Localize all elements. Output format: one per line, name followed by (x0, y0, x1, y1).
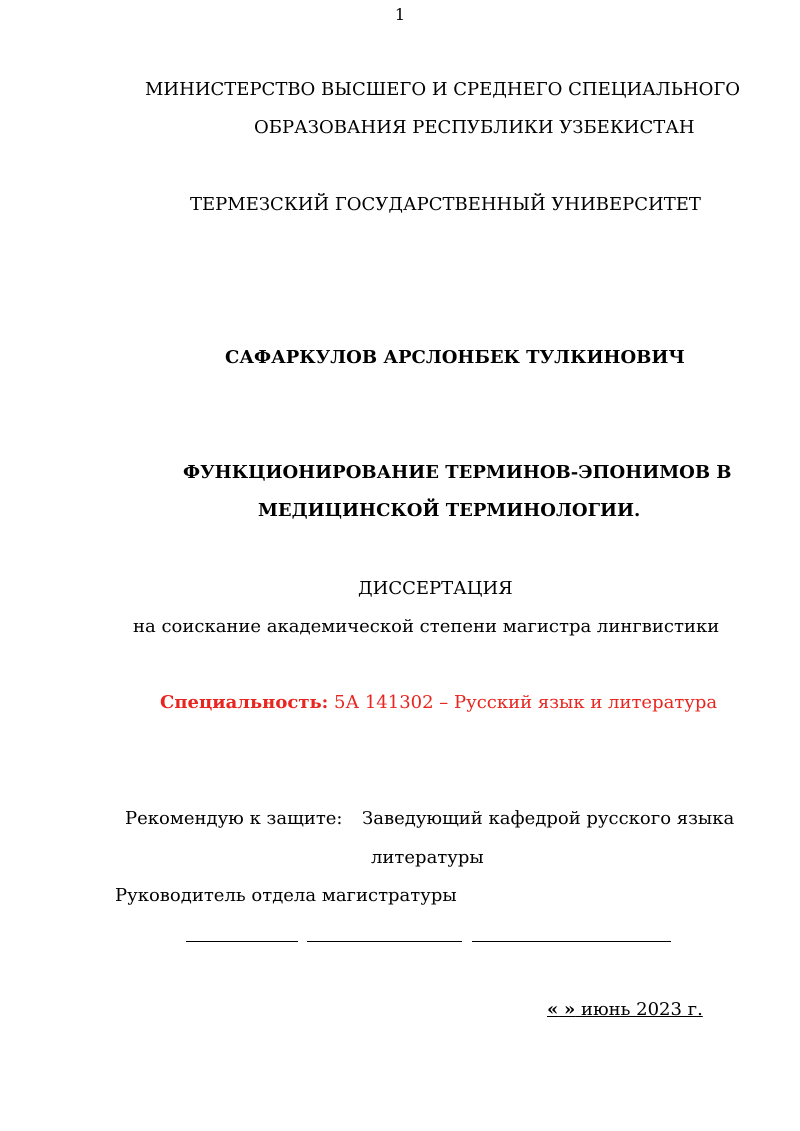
specialty-value: 5А 141302 – Русский язык и литература (328, 692, 718, 713)
ministry-line-2: ОБРАЗОВАНИЯ РЕСПУБЛИКИ УЗБЕКИСТАН (254, 117, 695, 138)
university-name: ТЕРМЕЗСКИЙ ГОСУДАРСТВЕННЫЙ УНИВЕРСИТЕТ (190, 194, 701, 215)
dissertation-purpose: на соискание академической степени магистра лингвистики (133, 616, 720, 637)
specialty-label: Специальность: (160, 692, 329, 713)
signature-line-2 (307, 941, 462, 942)
head-of-department-line-2: литературы (371, 847, 484, 868)
page-number: 1 (394, 5, 406, 24)
head-of-department-line-1: Заведующий кафедрой русского языка (362, 808, 735, 829)
masters-head-label: Руководитель отдела магистратуры (115, 885, 457, 906)
title-line-2: МЕДИЦИНСКОЙ ТЕРМИНОЛОГИИ. (258, 500, 641, 521)
date-open-quote: « (547, 999, 559, 1020)
date-month-year: июнь 2023 г. (575, 999, 703, 1020)
signature-line-3 (472, 941, 671, 942)
ministry-line-1: МИНИСТЕРСТВО ВЫСШЕГО И СРЕДНЕГО СПЕЦИАЛЬНОГО (145, 79, 741, 100)
signature-line-1 (186, 941, 298, 942)
title-line-1: ФУНКЦИОНИРОВАНИЕ ТЕРМИНОВ-ЭПОНИМОВ В (183, 462, 732, 483)
specialty-line (160, 692, 717, 714)
date-close-quote: » (563, 999, 576, 1020)
author-name: САФАРКУЛОВ АРСЛОНБЕК ТУЛКИНОВИЧ (225, 347, 685, 368)
dissertation-label: ДИССЕРТАЦИЯ (358, 578, 513, 599)
date-line (547, 999, 703, 1021)
recommend-label: Рекомендую к защите: (125, 808, 343, 829)
